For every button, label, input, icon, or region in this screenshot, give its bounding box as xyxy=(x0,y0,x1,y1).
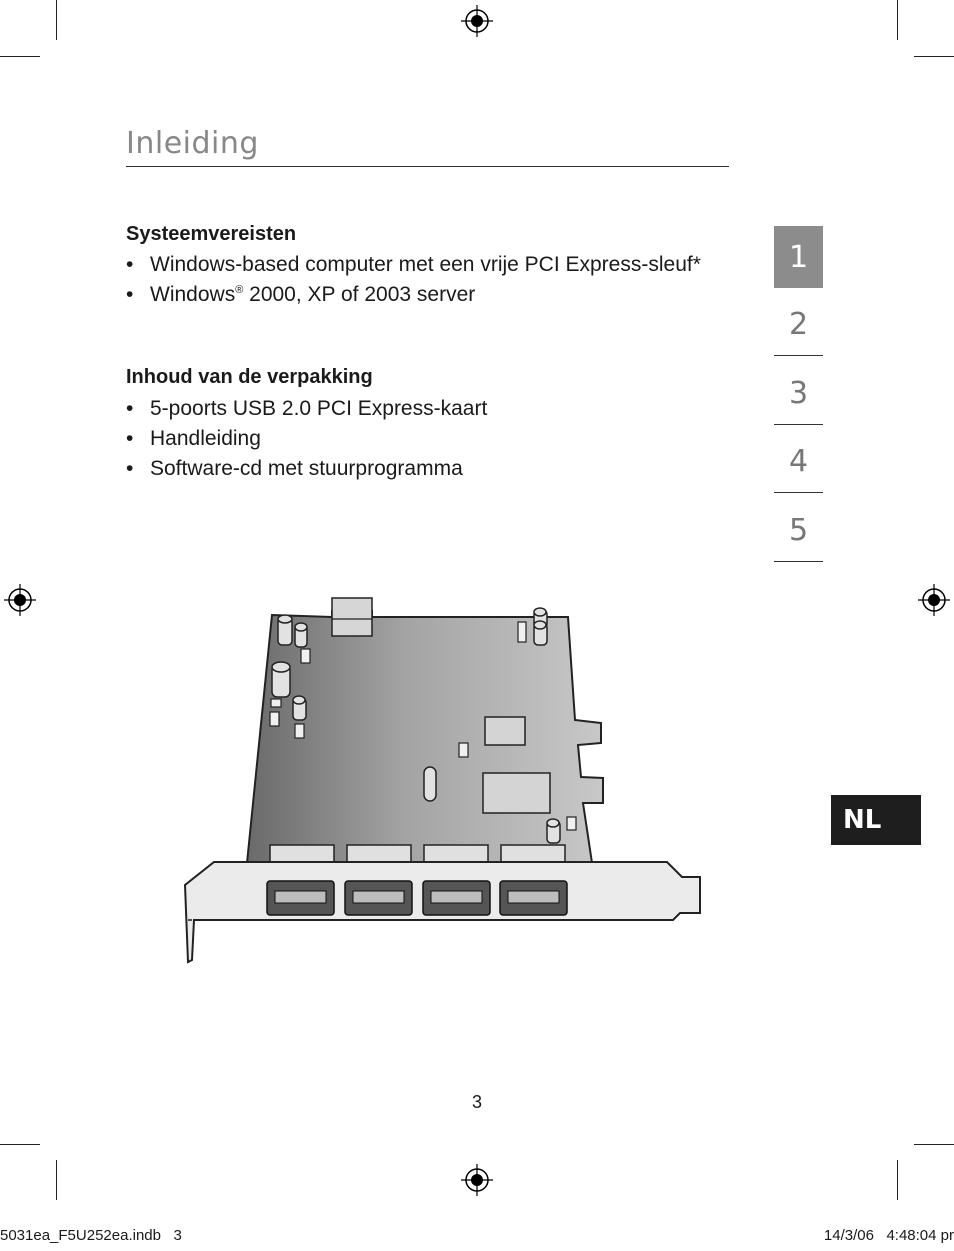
language-badge: NL xyxy=(831,795,921,845)
title-divider xyxy=(126,166,729,167)
pci-express-card-illustration xyxy=(180,595,705,970)
crop-mark xyxy=(914,56,954,57)
list-item-text: Software-cd met stuurprogramma xyxy=(150,457,463,480)
list-item-text: 2000, XP of 2003 server xyxy=(243,283,476,306)
registered-mark: ® xyxy=(235,284,244,296)
crop-mark xyxy=(0,56,40,57)
list-item-text: Windows xyxy=(150,283,236,306)
registration-mark-icon xyxy=(918,584,950,616)
list-item xyxy=(126,396,716,421)
list-item-text: Windows-based computer met een vrije PCI Express-sleuf* xyxy=(150,253,701,276)
power-connector xyxy=(332,598,372,636)
chip xyxy=(483,773,550,813)
registration-mark-icon xyxy=(461,1164,493,1196)
chapter-tab-2[interactable]: 2 xyxy=(774,293,823,356)
list-item xyxy=(126,456,716,481)
registration-mark-icon xyxy=(461,5,493,37)
list-item xyxy=(126,426,716,451)
page-title: Inleiding xyxy=(126,126,259,161)
chapter-tab-5[interactable]: 5 xyxy=(774,499,823,562)
page-number: 3 xyxy=(471,1092,482,1112)
chapter-tab-3[interactable]: 3 xyxy=(774,362,823,425)
requirements-heading: Systeemvereisten xyxy=(126,223,297,245)
registration-mark-icon xyxy=(4,584,36,616)
list-item xyxy=(126,282,716,307)
crop-mark xyxy=(0,1144,40,1145)
footer-timestamp: 14/3/06 4:48:04 pr xyxy=(823,1227,954,1244)
footer-filename: 5031ea_F5U252ea.indb 3 xyxy=(0,1227,182,1244)
chip xyxy=(485,717,525,745)
list-item-text: 5-poorts USB 2.0 PCI Express-kaart xyxy=(150,397,488,420)
chapter-tab-1[interactable]: 1 xyxy=(774,226,823,288)
crop-mark xyxy=(897,1160,898,1200)
crop-mark xyxy=(56,1160,57,1200)
package-heading: Inhoud van de verpakking xyxy=(126,366,373,388)
crop-mark xyxy=(914,1144,954,1145)
package-list xyxy=(126,396,716,486)
crop-mark xyxy=(897,0,898,40)
list-item-text: Handleiding xyxy=(150,427,261,450)
list-item xyxy=(126,252,716,277)
crop-mark xyxy=(56,0,57,40)
chapter-tab-4[interactable]: 4 xyxy=(774,430,823,493)
requirements-list xyxy=(126,252,716,312)
